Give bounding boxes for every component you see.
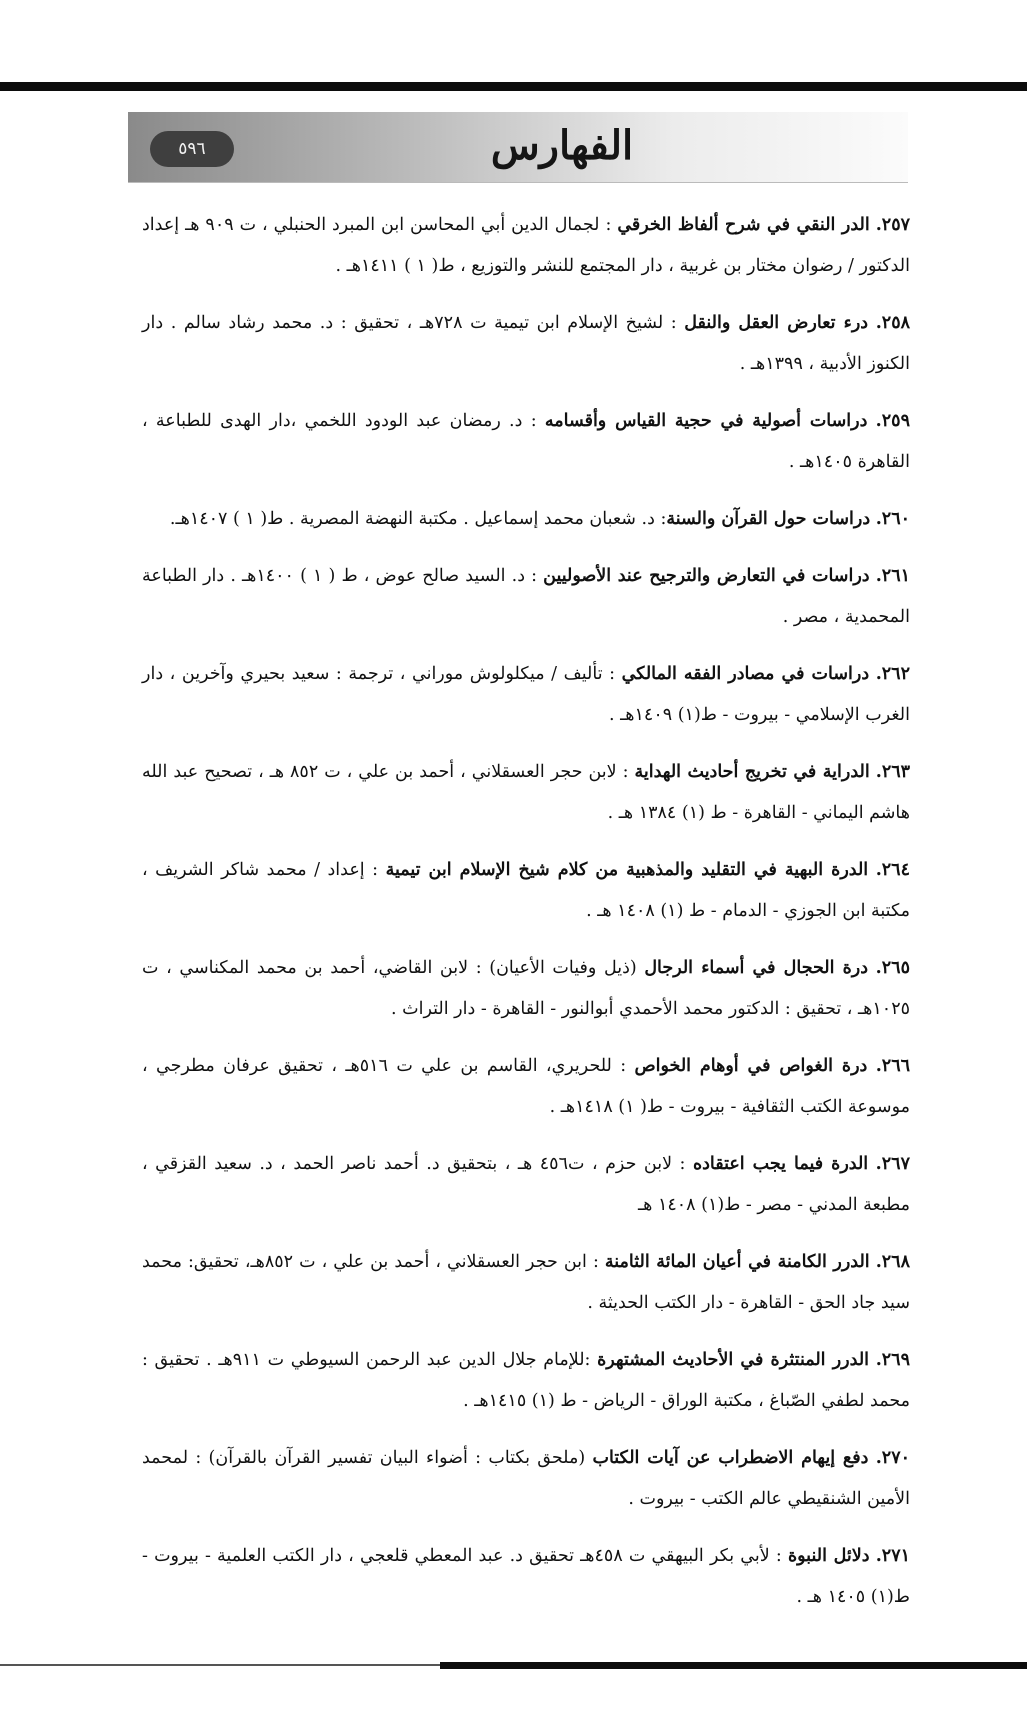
entry-title: دلائل النبوة [787, 1546, 870, 1566]
entry-title: الدر النقي في شرح ألفاظ الخرقي [617, 215, 870, 235]
entry-title: درء تعارض العقل والنقل [684, 313, 869, 333]
entry-title: دفع إيهام الاضطراب عن آيات الكتاب [592, 1448, 869, 1468]
bibliography-entry [142, 303, 910, 385]
entry-number: ٢٦٧. [875, 1154, 910, 1174]
entry-details: (ملحق بكتاب : أضواء البيان تفسير القرآن بالقرآن) : لمحمد الأمين الشنقيطي عالم الكتب - بيروت . [142, 1448, 910, 1509]
bibliography-entry [142, 850, 910, 932]
entry-number: ٢٦١. [875, 566, 910, 586]
entry-title: دراسات في مصادر الفقه المالكي [621, 664, 870, 684]
entry-title: الدرة فيما يجب اعتقاده [692, 1154, 869, 1174]
entry-title: درة الغواص في أوهام الخواص [634, 1056, 868, 1076]
entry-details: : للحريري، القاسم بن علي ت ٥١٦هـ ، تحقيق عرفان مطرجي ، موسوعة الكتب الثقافية - بيروت - ط( ١) ١٤١٨هـ . [142, 1056, 910, 1117]
entry-number: ٢٥٨. [875, 313, 910, 333]
bibliography-entry [142, 1046, 910, 1128]
entry-details: :للإمام جلال الدين عبد الرحمن السيوطي ت ٩١١هـ . تحقيق : محمد لطفي الصّباغ ، مكتبة الوراق - الرياض - ط (١) ١٤١٥هـ . [142, 1350, 910, 1411]
entry-number: ٢٦٦. [875, 1056, 910, 1076]
entry-number: ٢٦٢. [875, 664, 910, 684]
bibliography-entry [142, 205, 910, 287]
entry-number: ٢٥٧. [875, 215, 910, 235]
entry-number: ٢٦٠. [875, 509, 910, 529]
bibliography-entry [142, 948, 910, 1030]
bibliography-entry [142, 1242, 910, 1324]
top-rule [0, 82, 1027, 91]
bibliography-entry [142, 752, 910, 834]
bibliography-entry [142, 1438, 910, 1520]
page-title: الفهارس [490, 122, 634, 169]
bibliography-entry [142, 556, 910, 638]
bibliography-entry [142, 499, 910, 540]
entry-details: : د. رمضان عبد الودود اللخمي ،دار الهدى للطباعة ، القاهرة ١٤٠٥هـ . [142, 411, 910, 472]
entry-number: ٢٧٠. [875, 1448, 910, 1468]
bibliography-entry [142, 1340, 910, 1422]
entry-details: : إعداد / محمد شاكر الشريف ، مكتبة ابن الجوزي - الدمام - ط (١) ١٤٠٨ هـ . [142, 860, 910, 921]
entry-number: ٢٧١. [875, 1546, 910, 1566]
entry-details: : لأبي بكر البيهقي ت ٤٥٨هـ تحقيق د. عبد المعطي قلعجي ، دار الكتب العلمية - بيروت - ط(١) ١٤٠٥ هـ . [142, 1546, 910, 1607]
entry-title: دراسات أصولية في حجية القياس وأقسامه [544, 411, 868, 431]
entry-details: : لابن حجر العسقلاني ، أحمد بن علي ، ت ٨٥٢ هـ ، تصحيح عبد الله هاشم اليماني - القاهرة - ط (١) ١٣٨٤ هـ . [142, 762, 910, 823]
bibliography-list [142, 205, 910, 1634]
bottom-rule-thick [440, 1662, 1027, 1669]
entry-title: دراسات حول القرآن والسنة [666, 509, 871, 529]
entry-number: ٢٦٤. [875, 860, 910, 880]
bibliography-entry [142, 1144, 910, 1226]
entry-details: : د. السيد صالح عوض ، ط ( ١ ) ١٤٠٠هـ . دار الطباعة المحمدية ، مصر . [142, 566, 910, 627]
entry-title: درة الحجال في أسماء الرجال [644, 958, 869, 978]
entry-details: : د. شعبان محمد إسماعيل . مكتبة النهضة المصرية . ط( ١ ) ١٤٠٧هـ. [169, 509, 667, 529]
entry-title: الدرة البهية في التقليد والمذهبية من كلام شيخ الإسلام ابن تيمية [385, 860, 869, 880]
entry-number: ٢٦٣. [875, 762, 911, 782]
entry-details: : لابن حزم ، ت٤٥٦ هـ ، بتحقيق د. أحمد ناصر الحمد ، د. سعيد القزقي ، مطبعة المدني - مصر - ط(١) ١٤٠٨ هـ [142, 1154, 910, 1215]
entry-number: ٢٦٩. [875, 1350, 910, 1370]
entry-number: ٢٥٩. [875, 411, 910, 431]
page-number: ٥٩٦ [178, 139, 206, 159]
bibliography-entry [142, 1536, 910, 1618]
entry-details: : ابن حجر العسقلاني ، أحمد بن علي ، ت ٨٥٢هـ، تحقيق: محمد سيد جاد الحق - القاهرة - دار الكتب الحديثة . [142, 1252, 910, 1313]
entry-title: الدراية في تخريج أحاديث الهداية [634, 762, 870, 782]
bibliography-entry [142, 654, 910, 736]
bibliography-entry [142, 401, 910, 483]
entry-number: ٢٦٥. [875, 958, 910, 978]
entry-title: الدرر الكامنة في أعيان المائة الثامنة [604, 1252, 870, 1272]
entry-number: ٢٦٨. [875, 1252, 910, 1272]
entry-title: دراسات في التعارض والترجيح عند الأصوليين [543, 566, 870, 586]
bottom-rule-thin [0, 1664, 440, 1666]
entry-details: (ذيل وفيات الأعيان) : لابن القاضي، أحمد بن محمد المكناسي ، ت ١٠٢٥هـ ، تحقيق : الدكتور محمد الأحمدي أبوالنور - القاهرة - دار التراث . [142, 958, 910, 1019]
entry-details: : لجمال الدين أبي المحاسن ابن المبرد الحنبلي ، ت ٩٠٩ هـ إعداد الدكتور / رضوان مختار بن غربية ، دار المجتمع للنشر والتوزيع ، ط( ١ ) ١٤١١هـ . [142, 215, 910, 276]
entry-details: : لشيخ الإسلام ابن تيمية ت ٧٢٨هـ ، تحقيق : د. محمد رشاد سالم . دار الكنوز الأدبية ، ١٣٩٩هـ . [142, 313, 910, 374]
entry-details: : تأليف / ميكلولوش موراني ، ترجمة : سعيد بحيري وآخرين ، دار الغرب الإسلامي - بيروت - ط(١) ١٤٠٩هـ . [142, 664, 910, 725]
entry-title: الدرر المنتثرة في الأحاديث المشتهرة [597, 1350, 870, 1370]
